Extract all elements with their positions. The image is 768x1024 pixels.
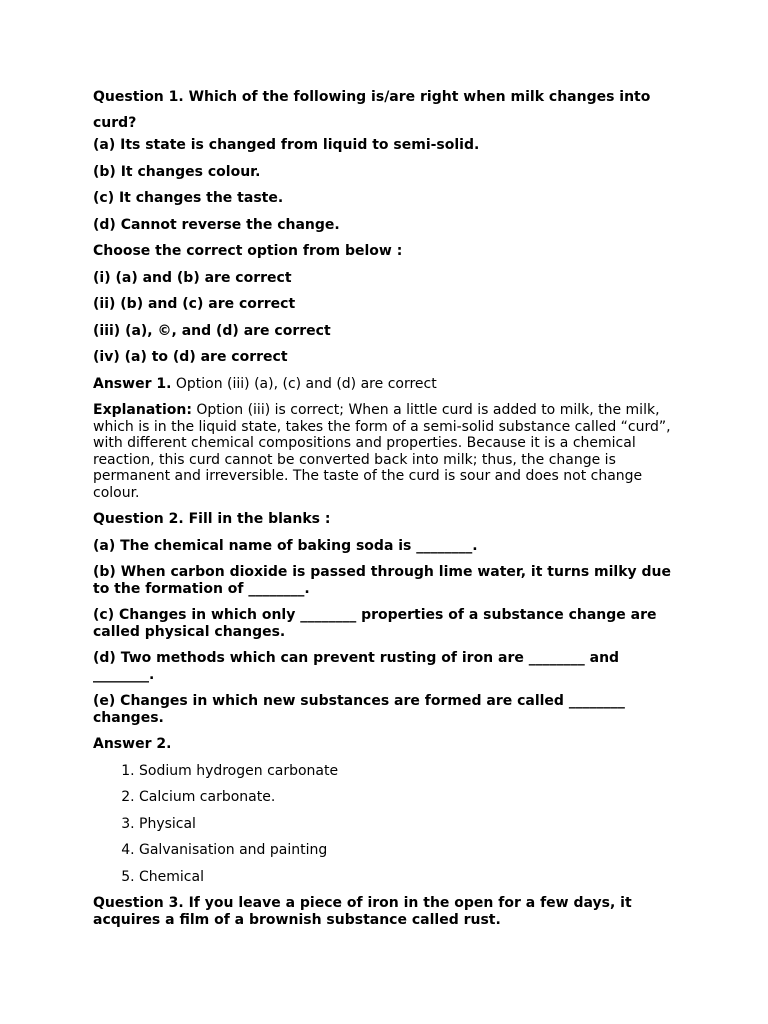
question-1-choice-i: (i) (a) and (b) are correct — [93, 269, 292, 286]
question-2-title: Question 2. Fill in the blanks : — [93, 511, 331, 527]
question-2-item-d: (d) Two methods which can prevent rusting of iron are ________ and ________. — [93, 650, 620, 683]
question-1-option-a: (a) Its state is changed from liquid to semi-solid. — [93, 137, 480, 153]
question-1-choose-prompt: Choose the correct option from below : — [93, 243, 403, 259]
question-1-option-c: (c) It changes the taste. — [93, 190, 284, 206]
answer-2-item: 4. Galvanisation and painting — [139, 842, 674, 859]
question-1-choice-ii: (ii) (b) and (c) are correct — [93, 296, 296, 312]
answer-1-text: Option (iii) (a), (c) and (d) are correct — [171, 375, 437, 392]
question-2-item-c: (c) Changes in which only ________ properties of a substance change are called physical changes. — [93, 607, 657, 640]
question-2-item-b: (b) When carbon dioxide is passed through lime water, it turns milky due to the formation of ________. — [93, 564, 672, 597]
explanation-1-label: Explanation: — [93, 402, 192, 418]
answer-2-list — [93, 763, 674, 886]
question-1-choice-iii: (iii) (a), ©, and (d) are correct — [93, 322, 331, 339]
question-3-title: Question 3. If you leave a piece of iron in the open for a few days, it acquires a film of a brownish substance called rust. — [93, 895, 632, 928]
question-1-choice-iv: (iv) (a) to (d) are correct — [93, 349, 288, 365]
explanation-1 — [93, 402, 674, 501]
question-1-option-d: (d) Cannot reverse the change. — [93, 216, 340, 233]
answer-2-item: 3. Physical — [139, 816, 674, 833]
answer-2-item: 2. Calcium carbonate. — [139, 789, 674, 806]
question-1-title: Question 1. Which of the following is/are right when milk changes into curd? — [93, 89, 651, 131]
answer-2-item: 5. Chemical — [139, 869, 674, 886]
answer-1 — [93, 376, 674, 393]
answer-2-label: Answer 2. — [93, 736, 172, 752]
question-2-item-a: (a) The chemical name of baking soda is ________. — [93, 537, 478, 554]
answer-1-label: Answer 1. — [93, 375, 172, 392]
answer-2-item: 1. Sodium hydrogen carbonate — [139, 763, 674, 780]
question-2-item-e: (e) Changes in which new substances are formed are called ________ changes. — [93, 693, 625, 726]
explanation-1-text: Option (iii) is correct; When a little curd is added to milk, the milk, which is in the liquid state, takes the form of a semi-solid substance called “curd”, with different chemical compositions and properties. Because it is a chemical reaction, this curd cannot be converted back into milk; thus, the change is permanent and irreversible. The taste of the curd is sour and does not change colour. — [93, 402, 671, 501]
question-1-option-b: (b) It changes colour. — [93, 163, 261, 180]
